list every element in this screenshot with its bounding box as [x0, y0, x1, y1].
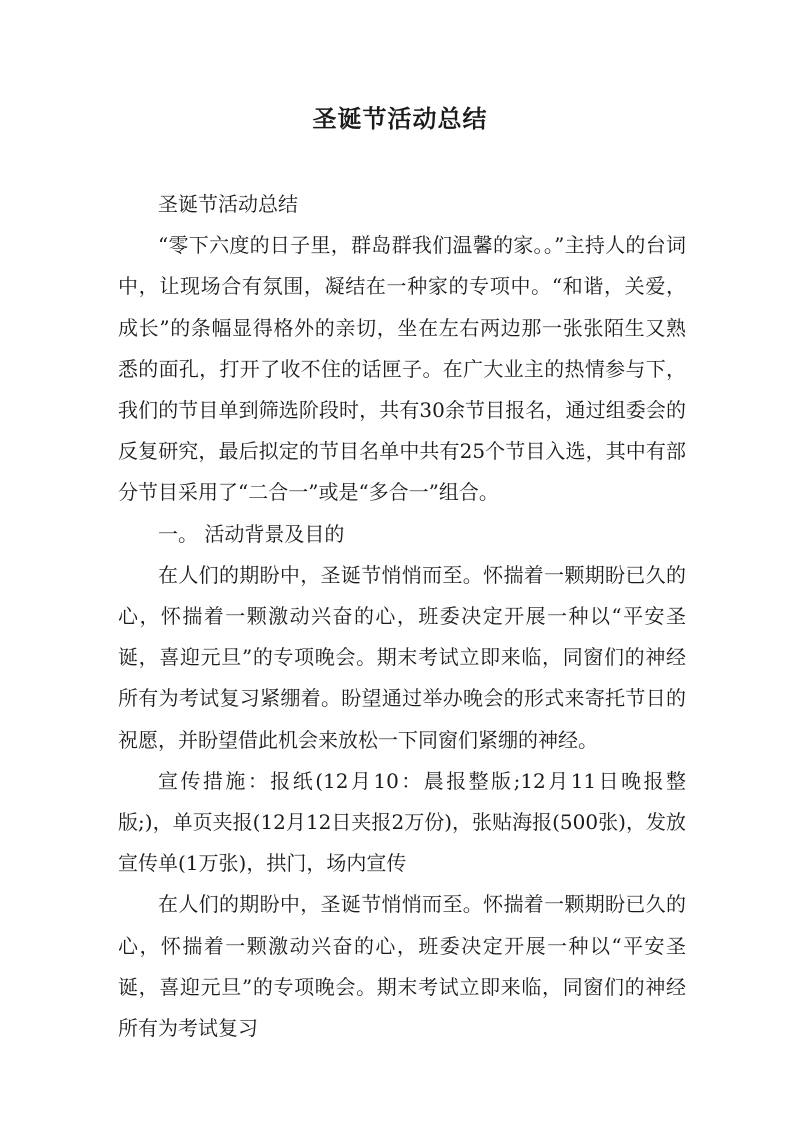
- paragraph-subtitle: 圣诞节活动总结: [158, 192, 298, 216]
- paragraph-background-repeat: 在人们的期盼中，圣诞节悄悄而至。怀揣着一颗期盼已久的心，怀揣着一颗激动兴奋的心，班委决定开展一种以“平安圣诞，喜迎元旦”的专项晚会。期末考试立即来临，同窗们的神经所有为考试复习: [118, 892, 686, 1041]
- paragraph-intro: “零下六度的日子里，群岛群我们温馨的家。。”主持人的台词中，让现场合有氛围，凝结在一种家的专项中。“和谐，关爱，成长”的条幅显得格外的亲切，坐在左右两边那一张张陌生又熟悉的面孔，打开了收不住的话匣子。在广大业主的热情参与下，我们的节目单到筛选阶段时，共有30余节目报名，通过组委会的反复研究，最后拟定的节目名单中共有25个节目入选，其中有部分节目采用了“二合一”或是“多合一”组合。: [118, 233, 686, 505]
- paragraph-background: 在人们的期盼中，圣诞节悄悄而至。怀揣着一颗期盼已久的心，怀揣着一颗激动兴奋的心，班委决定开展一种以“平安圣诞，喜迎元旦”的专项晚会。期末考试立即来临，同窗们的神经所有为考试复习紧绷着。盼望通过举办晚会的形式来寄托节日的祝愿，并盼望借此机会来放松一下同窗们紧绷的神经。: [118, 562, 686, 752]
- document-body: [118, 184, 686, 1049]
- section-heading-background: 一。 活动背景及目的: [158, 521, 345, 546]
- document-title: 圣诞节活动总结: [312, 105, 488, 133]
- paragraph-publicity: 宣传措施：报纸(12月10：晨报整版;12月11日晚报整版;)，单页夹报(12月12日夹报2万份)，张贴海报(500张)，发放宣传单(1万张)，拱门，场内宣传: [118, 768, 686, 876]
